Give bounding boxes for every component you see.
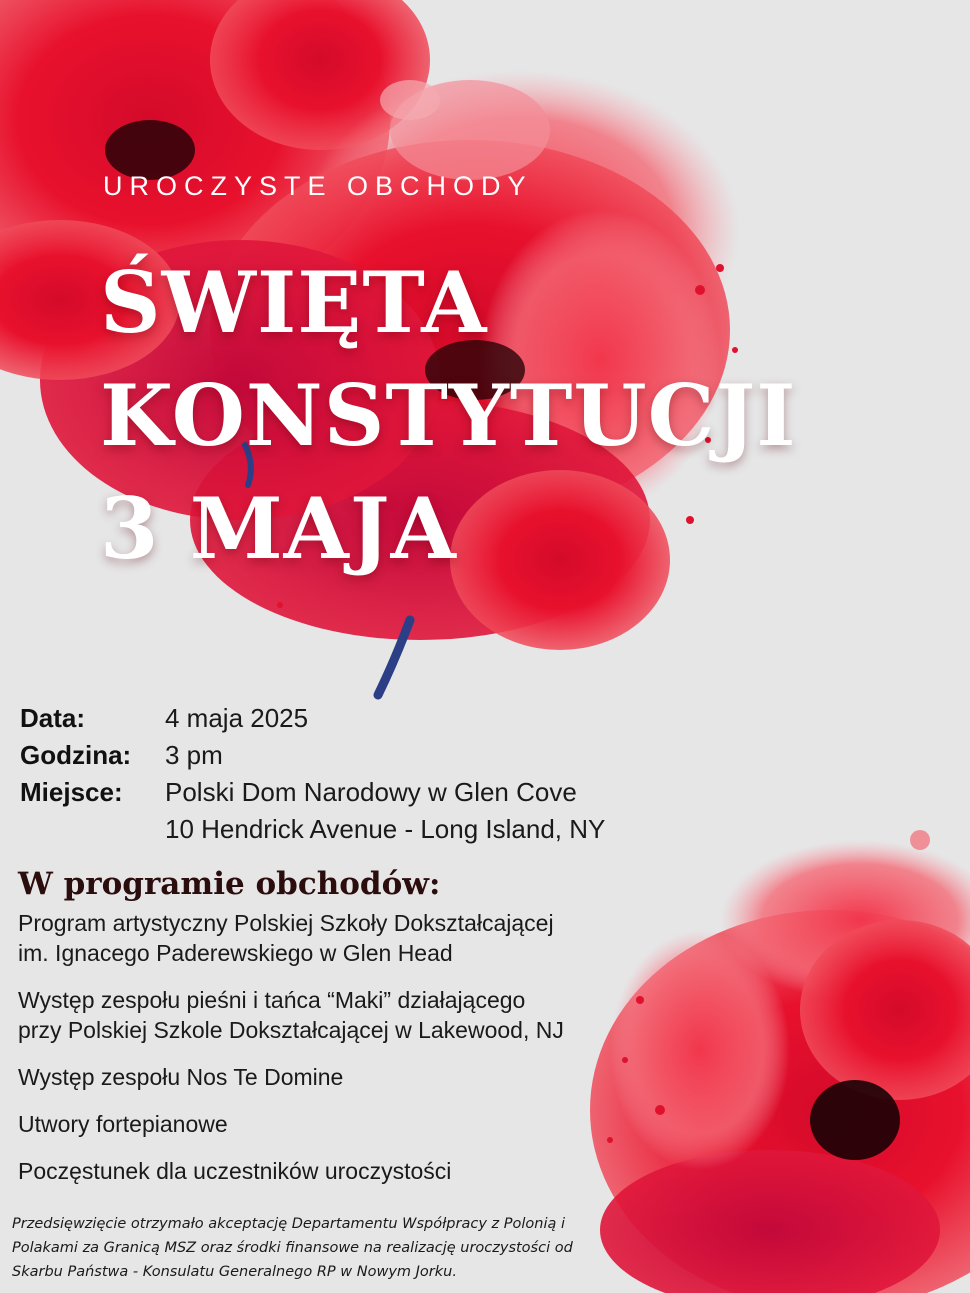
time-label: Godzina: xyxy=(20,740,132,770)
program-item xyxy=(18,908,564,968)
program-item xyxy=(18,1156,564,1186)
date-row xyxy=(20,700,605,737)
title-line-1: ŚWIĘTA xyxy=(100,253,488,352)
event-eyebrow: UROCZYSTE OBCHODY xyxy=(103,171,533,201)
funding-note-line: Polakami za Granicą MSZ oraz środki finansowe na realizację uroczystości od xyxy=(12,1240,573,1256)
event-details xyxy=(20,700,605,848)
program-item-line: Występ zespołu Nos Te Domine xyxy=(18,1064,344,1090)
place-value xyxy=(165,774,605,848)
bottom-poppy xyxy=(590,830,970,1293)
program-item xyxy=(18,1109,564,1139)
program-item-line: Program artystyczny Polskiej Szkoły Dokształcającej xyxy=(18,910,554,936)
title-line-3: 3 MAJA xyxy=(100,479,457,578)
program-item xyxy=(18,1062,564,1092)
date-value: 4 maja 2025 xyxy=(165,703,309,733)
time-row xyxy=(20,737,605,774)
place-row xyxy=(20,774,605,848)
funding-note-line: Skarbu Państwa - Konsulatu Generalnego RP w Nowym Jorku. xyxy=(12,1264,457,1280)
funding-note xyxy=(12,1212,573,1284)
program-item xyxy=(18,985,564,1045)
funding-note-line: Przedsięwzięcie otrzymało akceptację Departamentu Współpracy z Polonią i xyxy=(12,1216,565,1232)
place-label: Miejsce: xyxy=(20,777,123,807)
place-line-1: Polski Dom Narodowy w Glen Cove xyxy=(165,777,577,807)
event-title xyxy=(100,246,797,585)
program-heading: W programie obchodów: xyxy=(18,866,441,902)
program-item-line: przy Polskiej Szkole Dokształcającej w Lakewood, NJ xyxy=(18,1017,564,1043)
program-list xyxy=(18,908,564,1203)
program-item-line: Występ zespołu pieśni i tańca “Maki” działającego xyxy=(18,987,526,1013)
program-item-line: im. Ignacego Paderewskiego w Glen Head xyxy=(18,940,453,966)
title-line-2: KONSTYTUCJI xyxy=(100,366,797,465)
place-line-2: 10 Hendrick Avenue - Long Island, NY xyxy=(165,814,606,844)
time-value: 3 pm xyxy=(165,740,223,770)
program-item-line: Utwory fortepianowe xyxy=(18,1111,228,1137)
program-item-line: Poczęstunek dla uczestników uroczystości xyxy=(18,1158,452,1184)
date-label: Data: xyxy=(20,703,86,733)
